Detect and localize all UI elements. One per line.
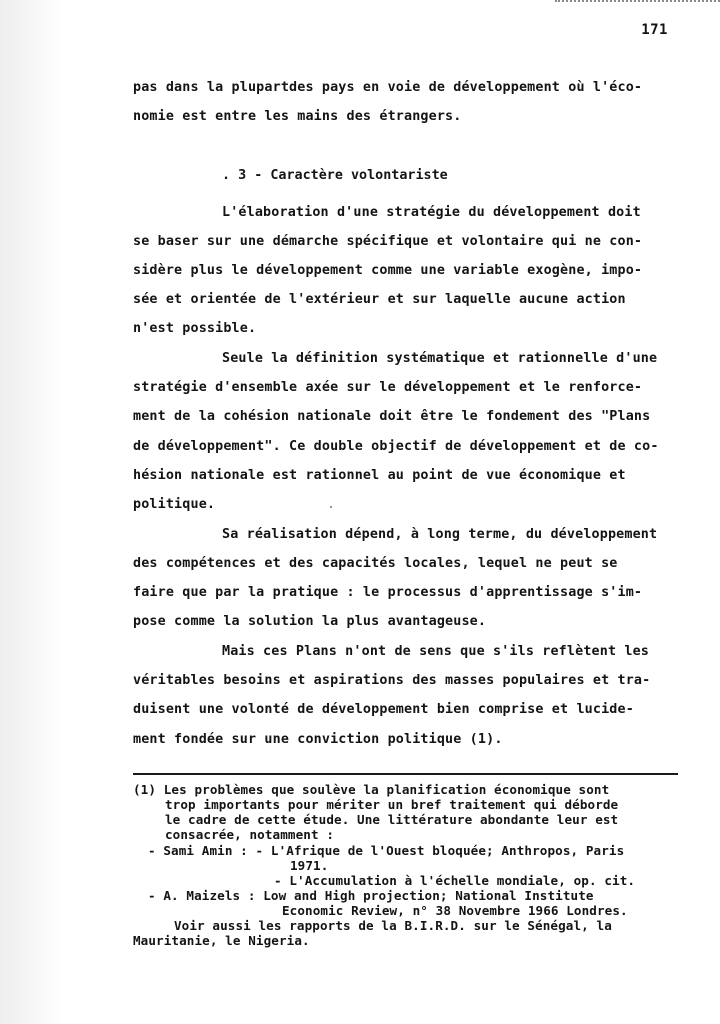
scan-top-marks: [555, 0, 720, 5]
footnote-separator: [133, 773, 678, 775]
footnote-line: Economic Review, n° 38 Novembre 1966 Londres.: [282, 903, 628, 918]
body-line: Seule la définition systématique et rationnelle d'une: [222, 351, 658, 366]
footnote-line: consacrée, notamment :: [165, 827, 335, 842]
footnote-line: - L'Accumulation à l'échelle mondiale, op. cit.: [274, 873, 636, 888]
footnote-line: 1971.: [290, 858, 329, 873]
section-heading: . 3 - Caractère volontariste: [222, 168, 448, 183]
body-line: stratégie d'ensemble axée sur le développement et le renforce-: [133, 380, 643, 395]
page-number: 171: [641, 22, 668, 38]
body-line: des compétences et des capacités locales, lequel ne peut se: [133, 556, 618, 571]
body-line: se baser sur une démarche spécifique et volontaire qui ne con-: [133, 234, 643, 249]
footnote-line: Voir aussi les rapports de la B.I.R.D. sur le Sénégal, la: [174, 918, 612, 933]
footnote-line: trop importants pour mériter un bref traitement qui déborde: [165, 797, 619, 812]
body-line: sidère plus le développement comme une variable exogène, impo-: [133, 263, 643, 278]
footnote-line: (1) Les problèmes que soulève la planification économique sont: [133, 782, 610, 797]
footnote-line: le cadre de cette étude. Une littérature abondante leur est: [165, 812, 619, 827]
footnote-line: - A. Maizels : Low and High projection; National Institute: [148, 888, 594, 903]
body-line: véritables besoins et aspirations des masses populaires et tra-: [133, 673, 651, 688]
body-line: L'élaboration d'une stratégie du développement doit: [222, 205, 641, 220]
body-line: nomie est entre les mains des étrangers.: [133, 109, 462, 124]
scan-margin-shadow: [0, 0, 62, 1024]
body-line: ment fondée sur une conviction politique (1).: [133, 732, 503, 747]
body-line: hésion nationale est rationnel au point de vue économique et: [133, 468, 626, 483]
footnote-line: Mauritanie, le Nigeria.: [133, 933, 310, 948]
body-line: pose comme la solution la plus avantageuse.: [133, 614, 487, 629]
body-line: n'est possible.: [133, 321, 257, 336]
body-line: politique.: [133, 497, 216, 512]
footnote-line: - Sami Amin : - L'Afrique de l'Ouest bloquée; Anthropos, Paris: [148, 843, 625, 858]
body-line: ment de la cohésion nationale doit être le fondement des "Plans: [133, 409, 651, 424]
body-line: duisent une volonté de développement bien comprise et lucide-: [133, 702, 634, 717]
body-line: sée et orientée de l'extérieur et sur laquelle aucune action: [133, 292, 626, 307]
body-line: Sa réalisation dépend, à long terme, du développement: [222, 527, 658, 542]
body-line: Mais ces Plans n'ont de sens que s'ils reflètent les: [222, 644, 650, 659]
body-line: faire que par la pratique : le processus d'apprentissage s'im-: [133, 585, 643, 600]
scan-speck: [330, 506, 332, 508]
body-line: pas dans la plupartdes pays en voie de développement où l'éco-: [133, 80, 643, 95]
body-line: de développement". Ce double objectif de développement et de co-: [133, 439, 659, 454]
